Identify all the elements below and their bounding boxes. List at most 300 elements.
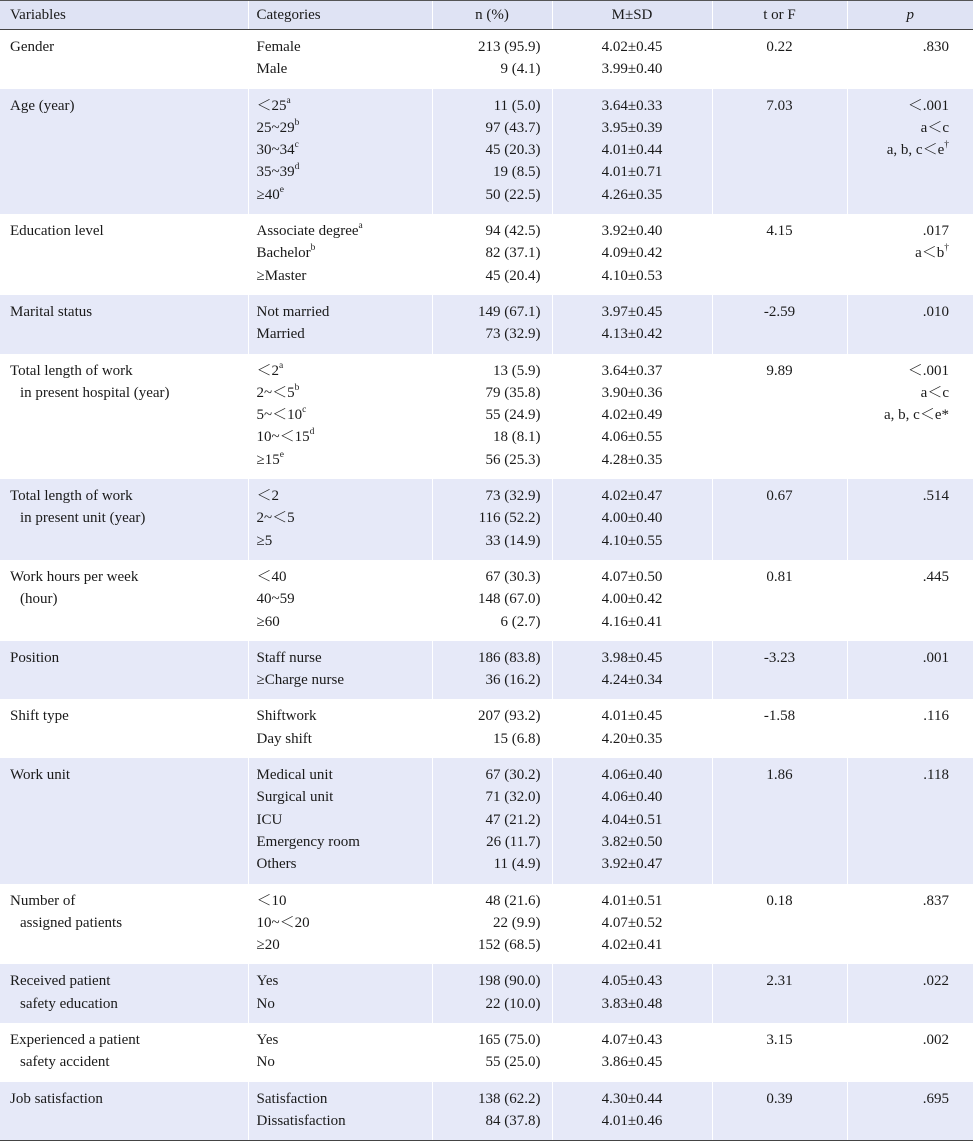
mean-sd-value	[553, 809, 712, 831]
n-percent-value	[433, 705, 541, 727]
p-value	[848, 139, 950, 161]
p-value-text: .514	[922, 488, 949, 505]
t-or-f-value	[713, 301, 847, 323]
mean-sd-cell	[552, 560, 712, 641]
n-percent-cell	[432, 89, 552, 214]
category-label-text: ICU	[256, 811, 283, 828]
category-label	[257, 809, 432, 831]
category-label-text: Bachelor	[256, 245, 311, 262]
n-percent-value	[433, 912, 541, 934]
t-or-f-cell	[712, 1082, 847, 1141]
variable-label-text: Experienced a patient	[10, 1031, 140, 1048]
category-label	[257, 1110, 432, 1132]
p-value-text: .695	[922, 1090, 949, 1107]
n-percent-value-text: 152 (68.5)	[478, 937, 541, 954]
mean-sd-value	[553, 1110, 712, 1132]
variable-cell	[0, 479, 248, 560]
mean-sd-value-text: 4.00±0.40	[601, 510, 663, 527]
p-value-cell	[847, 479, 973, 560]
category-label	[257, 220, 432, 242]
mean-sd-value	[553, 360, 712, 382]
category-label	[257, 530, 432, 552]
n-percent-value	[433, 161, 541, 183]
t-or-f-value	[713, 485, 847, 507]
header-t-or-f: t or F	[712, 1, 847, 30]
categories-cell	[248, 89, 432, 214]
variable-label	[10, 360, 248, 382]
mean-sd-value-text: 4.01±0.46	[601, 1112, 663, 1129]
n-percent-value	[433, 970, 541, 992]
n-percent-value-text: 67 (30.2)	[485, 767, 541, 784]
mean-sd-value	[553, 588, 712, 610]
variable-label	[10, 970, 248, 992]
categories-cell	[248, 354, 432, 479]
mean-sd-cell	[552, 884, 712, 965]
categories-cell	[248, 1082, 432, 1141]
variable-cell	[0, 214, 248, 295]
p-value	[848, 360, 950, 382]
n-percent-value-text: 33 (14.9)	[485, 532, 541, 549]
table-row	[0, 641, 973, 700]
n-percent-value	[433, 301, 541, 323]
n-percent-cell	[432, 479, 552, 560]
mean-sd-value	[553, 426, 712, 448]
category-label	[257, 786, 432, 808]
p-value-text: .002	[922, 1031, 949, 1048]
mean-sd-value-text: 4.01±0.71	[601, 164, 663, 181]
t-or-f-value	[713, 764, 847, 786]
footnote-mark: e	[279, 184, 284, 195]
t-or-f-value-text: 0.22	[766, 39, 793, 55]
variable-label-text: Education level	[10, 223, 104, 240]
mean-sd-value	[553, 220, 712, 242]
mean-sd-value	[553, 934, 712, 956]
variable-cell	[0, 641, 248, 700]
category-label-text: ≥Master	[256, 267, 307, 284]
mean-sd-value-text: 4.00±0.42	[601, 591, 663, 608]
category-label	[257, 705, 432, 727]
n-percent-value-text: 71 (32.0)	[485, 789, 541, 806]
variable-label-text: Work unit	[10, 767, 71, 784]
t-or-f-value	[713, 95, 847, 117]
category-label	[257, 117, 432, 139]
variable-label	[10, 485, 248, 507]
p-value-text: ＜.001	[907, 97, 949, 114]
p-value-cell	[847, 641, 973, 700]
mean-sd-value-text: 3.97±0.45	[601, 303, 663, 320]
n-percent-value-text: 55 (24.9)	[485, 407, 541, 424]
categories-cell	[248, 479, 432, 560]
mean-sd-value-text: 3.90±0.36	[601, 384, 663, 401]
t-or-f-cell	[712, 354, 847, 479]
category-label	[257, 507, 432, 529]
category-label-text: ≥15	[256, 451, 280, 468]
variable-cell	[0, 758, 248, 883]
category-label	[257, 382, 432, 404]
n-percent-value-text: 22 (9.9)	[493, 914, 541, 931]
mean-sd-value-text: 4.07±0.50	[601, 568, 663, 585]
n-percent-value-text: 73 (32.9)	[485, 326, 541, 343]
category-label-text: 5~＜10	[256, 407, 303, 424]
table-row	[0, 1082, 973, 1141]
category-label-text: 2~＜5	[256, 384, 295, 401]
variable-label	[10, 301, 248, 323]
variable-label	[10, 588, 248, 610]
mean-sd-value	[553, 831, 712, 853]
category-label-text: ＜2	[256, 362, 280, 379]
mean-sd-value	[553, 139, 712, 161]
mean-sd-cell	[552, 699, 712, 758]
header-variables: Variables	[0, 1, 248, 30]
n-percent-value-text: 45 (20.3)	[485, 142, 541, 159]
variable-label	[10, 36, 248, 58]
category-label	[257, 242, 432, 264]
variable-cell	[0, 884, 248, 965]
mean-sd-value	[553, 161, 712, 183]
n-percent-value-text: 148 (67.0)	[478, 591, 541, 608]
variable-label-text: safety education	[20, 995, 118, 1012]
n-percent-cell	[432, 354, 552, 479]
p-value-text: .010	[922, 303, 949, 320]
mean-sd-value	[553, 242, 712, 264]
n-percent-value	[433, 1088, 541, 1110]
n-percent-value-text: 9 (4.1)	[500, 61, 541, 78]
mean-sd-value-text: 4.26±0.35	[601, 186, 663, 203]
p-value-text: a, b, c＜e*	[884, 407, 949, 424]
p-value-cell	[847, 560, 973, 641]
n-percent-value-text: 94 (42.5)	[485, 223, 541, 240]
mean-sd-value-text: 3.99±0.40	[601, 61, 663, 78]
mean-sd-value	[553, 485, 712, 507]
table-row	[0, 89, 973, 214]
mean-sd-value	[553, 301, 712, 323]
categories-cell	[248, 758, 432, 883]
t-or-f-value-text: 4.15	[766, 223, 793, 240]
table-row	[0, 560, 973, 641]
category-label	[257, 426, 432, 448]
n-percent-value	[433, 220, 541, 242]
footnote-mark: b	[294, 117, 300, 128]
p-value-text: .022	[922, 973, 949, 990]
mean-sd-value-text: 4.24±0.34	[601, 672, 663, 689]
p-value-cell	[847, 354, 973, 479]
t-or-f-value	[713, 220, 847, 242]
n-percent-value-text: 19 (8.5)	[493, 164, 541, 181]
p-value-cell	[847, 964, 973, 1023]
p-value-cell	[847, 30, 973, 89]
t-or-f-value-text: 0.81	[766, 568, 793, 585]
mean-sd-value	[553, 912, 712, 934]
category-label-text: 25~29	[256, 119, 295, 136]
mean-sd-cell	[552, 89, 712, 214]
category-label-text: No	[256, 1054, 275, 1071]
n-percent-value	[433, 588, 541, 610]
t-or-f-cell	[712, 295, 847, 354]
mean-sd-value	[553, 404, 712, 426]
p-value	[848, 382, 950, 404]
p-value	[848, 404, 950, 426]
table-row	[0, 354, 973, 479]
mean-sd-value	[553, 705, 712, 727]
variable-label-text: Number of	[10, 892, 76, 909]
n-percent-value	[433, 890, 541, 912]
variable-label	[10, 220, 248, 242]
category-label	[257, 139, 432, 161]
mean-sd-value-text: 3.95±0.39	[601, 119, 663, 136]
t-or-f-value	[713, 705, 847, 727]
variable-label	[10, 1029, 248, 1051]
variable-label-text: Total length of work	[10, 488, 133, 505]
mean-sd-value	[553, 36, 712, 58]
t-or-f-cell	[712, 560, 847, 641]
p-value	[848, 220, 950, 242]
t-or-f-value	[713, 36, 847, 58]
footnote-mark: b	[310, 243, 316, 254]
n-percent-value-text: 149 (67.1)	[478, 303, 541, 320]
n-percent-value	[433, 485, 541, 507]
t-or-f-cell	[712, 641, 847, 700]
category-label-text: ≥5	[256, 532, 273, 549]
variable-label	[10, 95, 248, 117]
category-label-text: Day shift	[256, 730, 312, 747]
p-value-text: ＜.001	[907, 362, 949, 379]
mean-sd-cell	[552, 214, 712, 295]
mean-sd-value	[553, 449, 712, 471]
category-label	[257, 831, 432, 853]
n-percent-cell	[432, 30, 552, 89]
n-percent-value	[433, 669, 541, 691]
category-label-text: ＜40	[256, 568, 287, 585]
mean-sd-value	[553, 323, 712, 345]
p-value	[848, 36, 950, 58]
n-percent-value-text: 82 (37.1)	[485, 245, 541, 262]
mean-sd-value-text: 4.02±0.47	[601, 488, 663, 505]
category-label-text: Emergency room	[256, 833, 360, 850]
n-percent-value-text: 45 (20.4)	[485, 267, 541, 284]
category-label	[257, 993, 432, 1015]
category-label	[257, 1029, 432, 1051]
category-label-text: 40~59	[256, 591, 295, 608]
n-percent-value	[433, 853, 541, 875]
n-percent-cell	[432, 214, 552, 295]
table-row	[0, 699, 973, 758]
table-row	[0, 479, 973, 560]
variable-cell	[0, 1082, 248, 1141]
category-label	[257, 611, 432, 633]
mean-sd-value-text: 4.04±0.51	[601, 811, 663, 828]
table-body	[0, 30, 973, 1141]
footnote-mark: e	[279, 449, 284, 460]
category-label	[257, 95, 432, 117]
variable-cell	[0, 560, 248, 641]
variable-label-text: safety accident	[20, 1054, 110, 1071]
category-label-text: ＜2	[256, 488, 280, 505]
variable-label-text: Work hours per week	[10, 568, 139, 585]
n-percent-value	[433, 360, 541, 382]
variable-cell	[0, 354, 248, 479]
n-percent-value	[433, 95, 541, 117]
n-percent-cell	[432, 699, 552, 758]
t-or-f-cell	[712, 884, 847, 965]
table-row	[0, 758, 973, 883]
variable-cell	[0, 30, 248, 89]
mean-sd-value	[553, 507, 712, 529]
p-value	[848, 117, 950, 139]
t-or-f-value	[713, 1029, 847, 1051]
variable-label	[10, 647, 248, 669]
p-value-text: .445	[922, 568, 949, 585]
mean-sd-value	[553, 669, 712, 691]
n-percent-value-text: 22 (10.0)	[485, 995, 541, 1012]
p-value	[848, 1029, 950, 1051]
category-label	[257, 449, 432, 471]
n-percent-value	[433, 36, 541, 58]
category-label-text: 10~＜20	[256, 914, 310, 931]
table-row	[0, 1023, 973, 1082]
mean-sd-value-text: 4.01±0.45	[601, 708, 663, 725]
variable-label-text: Shift type	[10, 708, 69, 725]
categories-cell	[248, 884, 432, 965]
n-percent-cell	[432, 1023, 552, 1082]
p-value	[848, 890, 950, 912]
variable-label	[10, 764, 248, 786]
category-label	[257, 934, 432, 956]
mean-sd-value-text: 4.02±0.41	[601, 937, 663, 954]
p-value-cell	[847, 295, 973, 354]
mean-sd-value	[553, 184, 712, 206]
mean-sd-value-text: 4.01±0.51	[601, 892, 663, 909]
n-percent-value	[433, 728, 541, 750]
n-percent-value-text: 165 (75.0)	[478, 1031, 541, 1048]
n-percent-value-text: 138 (62.2)	[478, 1090, 541, 1107]
mean-sd-cell	[552, 964, 712, 1023]
n-percent-value	[433, 530, 541, 552]
mean-sd-value	[553, 530, 712, 552]
mean-sd-value	[553, 611, 712, 633]
category-label-text: Male	[256, 61, 288, 78]
p-value-text: .830	[922, 39, 949, 55]
variable-label	[10, 507, 248, 529]
mean-sd-value-text: 3.82±0.50	[601, 833, 663, 850]
n-percent-value-text: 11 (4.9)	[493, 856, 541, 873]
categories-cell	[248, 964, 432, 1023]
category-label-text: ≥40	[256, 186, 280, 203]
mean-sd-cell	[552, 641, 712, 700]
category-label	[257, 853, 432, 875]
p-value-text: .017	[922, 223, 949, 240]
table-row	[0, 964, 973, 1023]
p-value	[848, 566, 950, 588]
mean-sd-value-text: 4.13±0.42	[601, 326, 663, 343]
t-or-f-cell	[712, 1023, 847, 1082]
category-label-text: No	[256, 995, 275, 1012]
mean-sd-cell	[552, 1082, 712, 1141]
p-value-text: .118	[923, 767, 949, 784]
category-label-text: Dissatisfaction	[256, 1112, 346, 1129]
n-percent-value	[433, 764, 541, 786]
header-row	[0, 1, 973, 30]
t-or-f-value-text: -3.23	[763, 649, 796, 666]
categories-cell	[248, 30, 432, 89]
variable-label-text: Age (year)	[10, 97, 75, 114]
category-label	[257, 36, 432, 58]
t-or-f-value-text: 0.18	[766, 892, 793, 909]
p-value-text: .837	[922, 892, 949, 909]
p-value	[848, 1088, 950, 1110]
category-label-text: Associate degree	[256, 223, 359, 240]
category-label-text: 30~34	[256, 142, 295, 159]
variable-label	[10, 1051, 248, 1073]
n-percent-value-text: 55 (25.0)	[485, 1054, 541, 1071]
variable-label-text: in present hospital (year)	[20, 384, 170, 401]
n-percent-value	[433, 242, 541, 264]
t-or-f-cell	[712, 479, 847, 560]
variable-cell	[0, 964, 248, 1023]
mean-sd-value-text: 3.64±0.33	[601, 97, 663, 114]
mean-sd-value	[553, 970, 712, 992]
category-label	[257, 728, 432, 750]
mean-sd-value-text: 4.09±0.42	[601, 245, 663, 262]
footnote-mark: b	[294, 382, 300, 393]
t-or-f-cell	[712, 964, 847, 1023]
mean-sd-value	[553, 95, 712, 117]
variable-label	[10, 912, 248, 934]
category-label-text: 2~＜5	[256, 510, 295, 527]
mean-sd-value	[553, 58, 712, 80]
variable-label-text: Marital status	[10, 303, 93, 320]
n-percent-value	[433, 382, 541, 404]
category-label-text: Shiftwork	[256, 708, 317, 725]
p-value-text: .116	[923, 708, 949, 725]
p-value	[848, 95, 950, 117]
variable-label-text: Total length of work	[10, 362, 133, 379]
n-percent-value	[433, 566, 541, 588]
category-label	[257, 184, 432, 206]
t-or-f-value	[713, 970, 847, 992]
n-percent-cell	[432, 1082, 552, 1141]
category-label	[257, 647, 432, 669]
t-or-f-value-text: 3.15	[766, 1031, 793, 1048]
table-row	[0, 884, 973, 965]
category-label-text: Yes	[256, 1031, 279, 1048]
category-label-text: Satisfaction	[256, 1090, 328, 1107]
n-percent-value	[433, 647, 541, 669]
t-or-f-cell	[712, 30, 847, 89]
category-label-text: 35~39	[256, 164, 295, 181]
variable-label-text: Gender	[10, 39, 55, 55]
category-label-text: ≥60	[256, 613, 280, 630]
header-msd: M±SD	[552, 1, 712, 30]
n-percent-value-text: 67 (30.3)	[485, 568, 541, 585]
category-label-text: ≥20	[256, 937, 280, 954]
t-or-f-cell	[712, 89, 847, 214]
mean-sd-value-text: 4.20±0.35	[601, 730, 663, 747]
variable-label-text: Job satisfaction	[10, 1090, 103, 1107]
variable-label-text: Received patient	[10, 973, 111, 990]
mean-sd-value-text: 4.02±0.49	[601, 407, 663, 424]
category-label-text: Female	[256, 39, 301, 55]
n-percent-cell	[432, 641, 552, 700]
variable-label	[10, 382, 248, 404]
mean-sd-value-text: 4.01±0.44	[601, 142, 663, 159]
variable-cell	[0, 1023, 248, 1082]
mean-sd-value-text: 4.07±0.52	[601, 914, 663, 931]
n-percent-cell	[432, 884, 552, 965]
variable-label	[10, 1088, 248, 1110]
n-percent-cell	[432, 758, 552, 883]
t-or-f-value-text: -2.59	[763, 303, 796, 320]
n-percent-value-text: 213 (95.9)	[478, 39, 541, 55]
